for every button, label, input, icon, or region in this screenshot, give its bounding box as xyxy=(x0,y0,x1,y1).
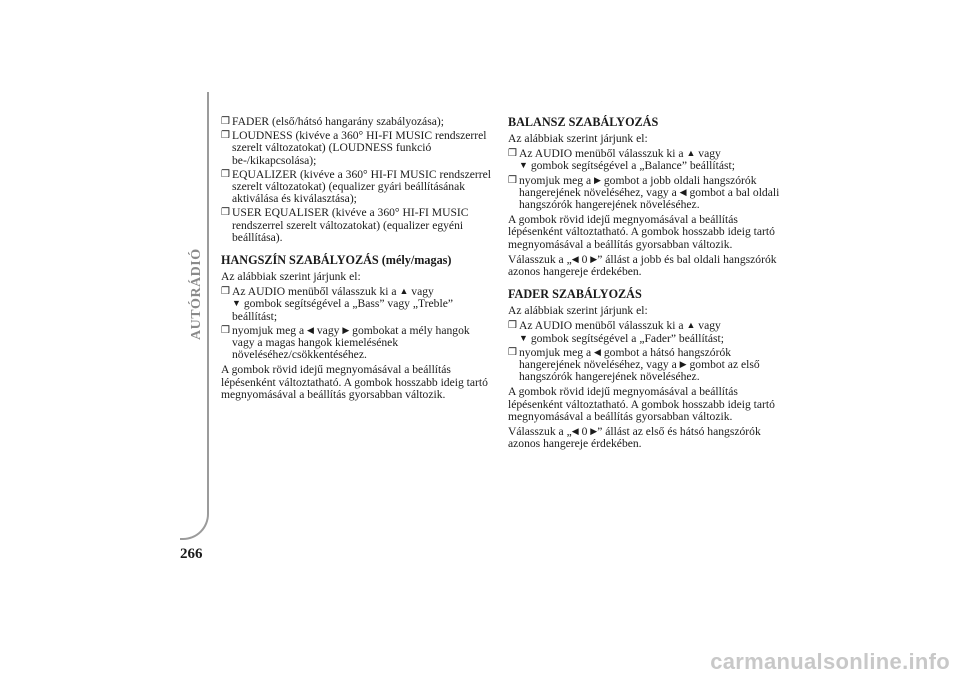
checkbox-bullet-icon: ❒ xyxy=(221,324,230,336)
body-paragraph: Válasszuk a „◀ 0 ▶” állást a jobb és bal oldali hangszórók azonos hangereje érdekében. xyxy=(508,252,777,279)
list-item: ❒ nyomjuk meg a ◀ gombot a hátsó hangszórók hangerejének növeléséhez, vagy a ▶ gombot az első hangszórók hangerejének növeléséhez. xyxy=(508,345,760,384)
right-arrow-icon: ▶ xyxy=(342,324,350,335)
checkbox-bullet-icon: ❒ xyxy=(221,168,230,180)
list-item: ❒ LOUDNESS (kivéve a 360° HI-FI MUSIC rendszerrel szerelt változatokat) (LOUDNESS funkció be-/kikapcsolása); xyxy=(221,129,487,167)
checkbox-bullet-icon: ❒ xyxy=(221,116,230,127)
intro-text: Az alábbiak szerint járjunk el: xyxy=(508,132,648,145)
right-arrow-icon: ▶ xyxy=(590,253,598,264)
section-heading-fader: FADER SZABÁLYOZÁS xyxy=(508,287,642,302)
checkbox-bullet-icon: ❒ xyxy=(508,320,517,332)
right-arrow-icon: ▶ xyxy=(594,174,601,185)
list-item: ❒ Az AUDIO menüből válasszuk ki a ▲ vagy ▼ gombok segítségével a „Balance” beállítást; xyxy=(508,147,735,173)
checkbox-bullet-icon: ❒ xyxy=(508,148,517,160)
checkbox-bullet-icon: ❒ xyxy=(221,207,230,219)
body-paragraph: A gombok rövid idejű megnyomásával a beállítás lépésenként változtatható. A gombok hosszabb ideig tartó megnyomásával a beállítás gyorsabban változik. xyxy=(508,385,775,423)
body-paragraph: A gombok rövid idejű megnyomásával a beállítás lépésenként változtatható. A gombok hosszabb ideig tartó megnyomásával a beállítás gyorsabban változik. xyxy=(221,363,488,401)
up-arrow-icon: ▲ xyxy=(399,286,409,297)
up-arrow-icon: ▲ xyxy=(686,320,696,331)
checkbox-bullet-icon: ❒ xyxy=(221,286,230,298)
left-arrow-icon: ◀ xyxy=(594,346,601,357)
left-column xyxy=(221,116,495,404)
intro-text: Az alábbiak szerint járjunk el: xyxy=(221,270,361,284)
up-arrow-icon: ▲ xyxy=(686,148,696,159)
down-arrow-icon: ▼ xyxy=(232,298,241,309)
left-arrow-icon: ◀ xyxy=(571,426,579,437)
section-heading-tone: HANGSZÍN SZABÁLYOZÁS (mély/magas) xyxy=(221,253,452,268)
intro-text: Az alábbiak szerint járjunk el: xyxy=(508,304,648,318)
list-item: ❒ Az AUDIO menüből válasszuk ki a ▲ vagy ▼ gombok segítségével a „Fader” beállítást; xyxy=(508,319,724,345)
body-paragraph: Válasszuk a „◀ 0 ▶” állást az első és hátsó hangszórók azonos hangereje érdekében. xyxy=(508,425,761,451)
watermark: carmanualsonline.info xyxy=(710,649,950,674)
left-arrow-icon: ◀ xyxy=(679,186,687,197)
down-arrow-icon: ▼ xyxy=(519,332,528,343)
list-item: ❒ FADER (első/hátsó hangarány szabályozása); xyxy=(221,115,444,128)
checkbox-bullet-icon: ❒ xyxy=(221,130,230,142)
list-item: ❒ Az AUDIO menüből válasszuk ki a ▲ vagy ▼ gombok segítségével a „Bass” vagy „Treble” beállítást; xyxy=(221,285,453,323)
page-number: 266 xyxy=(180,546,203,562)
section-heading-balance: BALANSZ SZABÁLYOZÁS xyxy=(508,115,659,129)
right-arrow-icon: ▶ xyxy=(679,359,687,370)
left-arrow-icon: ◀ xyxy=(307,324,314,335)
body-paragraph: A gombok rövid idejű megnyomásával a beállítás lépésenként változtatható. A gombok hosszabb ideig tartó megnyomásával a beállítás gyorsabban változik. xyxy=(508,213,775,251)
checkbox-bullet-icon: ❒ xyxy=(508,346,517,358)
checkbox-bullet-icon: ❒ xyxy=(508,174,517,186)
right-column xyxy=(508,116,780,453)
list-item: ❒ nyomjuk meg a ▶ gombot a jobb oldali hangszórók hangerejének növeléséhez, vagy a ◀ gombot a bal oldali hangszórók hangerejének növeléséhez. xyxy=(508,173,780,212)
right-arrow-icon: ▶ xyxy=(590,426,598,437)
list-item: ❒ nyomjuk meg a ◀ vagy ▶ gombokat a mély hangok vagy a magas hangok kiemelésének növeléséhez/csökkentéséhez. xyxy=(221,323,470,362)
list-item: ❒ EQUALIZER (kivéve a 360° HI-FI MUSIC rendszerrel szerelt változatokat) (equalizer gyári beállításának aktiválása és kiválasztása); xyxy=(221,167,491,206)
left-arrow-icon: ◀ xyxy=(571,253,579,264)
down-arrow-icon: ▼ xyxy=(519,160,528,171)
section-label: AUTÓRÁDIÓ xyxy=(189,248,204,340)
list-item: ❒ USER EQUALISER (kivéve a 360° HI-FI MUSIC rendszerrel szerelt változatokat) (equalizer egyéni beállítása). xyxy=(221,206,469,244)
